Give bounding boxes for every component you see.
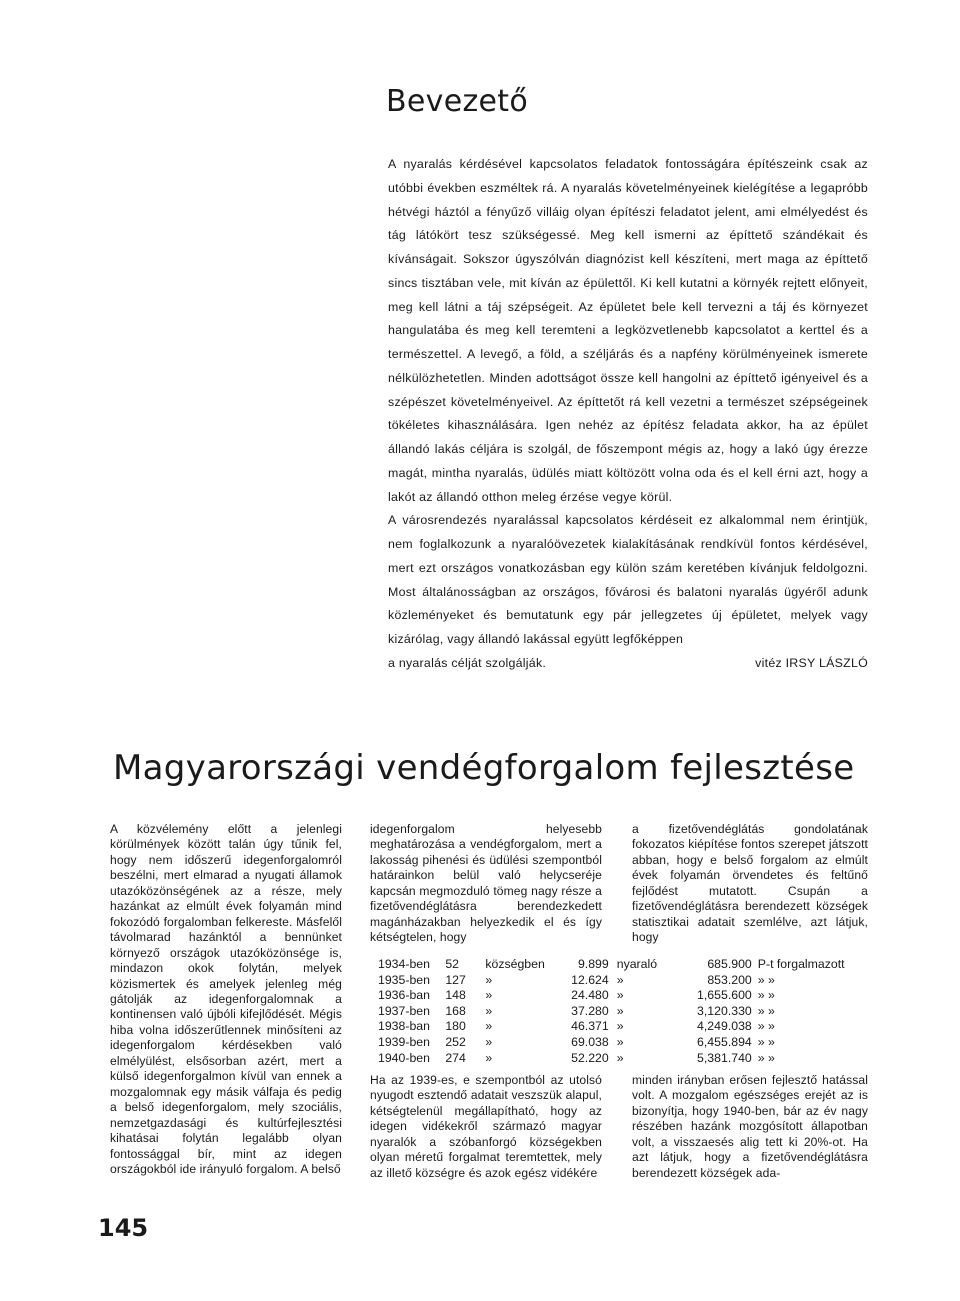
statistics-cell-label: » — [485, 1034, 493, 1049]
statistics-cell-tlabel: » » — [757, 1050, 775, 1065]
statistics-cell-traffic: 853.200 — [707, 972, 752, 987]
statistics-cell-year: 1939-ben — [378, 1034, 430, 1049]
statistics-cell-villages: 252 — [445, 1034, 466, 1049]
intro-paragraph-2: A városrendezés nyaralással kapcsolatos kérdéseit ez alkalommal nem érintjük, nem foglalkozunk a nyaralóövezetek kialakításának rendkívül fontos kérdésével, mert ezt országos vonatkozásban egy külön szám keretében kívánjuk feldolgozni. Most általánosságban az országos, fővárosi és balatoni nyaralás ügyéről adunk közleményeket és bemutatunk egy pár jellegzetes új épületet, melyek vagy kizárólag, vagy állandó lakással együtt legfőképpen — [388, 513, 868, 646]
statistics-cell-glabel: » — [616, 1003, 624, 1018]
statistics-row — [378, 988, 878, 1004]
intro-title: Bevezető — [386, 84, 528, 119]
page-number: 145 — [98, 1214, 149, 1242]
statistics-cell-glabel: » — [616, 988, 624, 1003]
intro-body — [388, 153, 868, 676]
statistics-cell-guests: 9.899 — [577, 957, 609, 971]
intro-paragraph-1: A nyaralás kérdésével kapcsolatos feladatok fontosságára építészeink csak az utóbbi években eszméltek rá. A nyaralás követelményeinek kielégítése a legapróbb hétvégi háztól a fényűző villáig olyan építészi feladatot jelent, ami elmélyedést és tág látókört tesz szükségessé. Meg kell ismerni az építtető szándékait és kívánságait. Sokszor úgyszólván diagnózist kell készíteni, mert maga az építtető sincs tisztában vele, mit kíván az épülettől. Ki kell kutatni a környék rejtett előnyeit, meg kell látni a táj szépségeit. Az épületet bele kell tervezni a táj és környezet hangulatába és meg kell teremteni a legközvetlenebb kapcsolatot a kerttel és a természettel. A levegő, a föld, a széljárás és a napfény körülményeinek ismerete nélkülözhetetlen. Minden adottságot össze kell hangolni az építtető igényeivel és a szépészet követelményeivel. Az építtetőt rá kell vezetni a természet szépségeinek tökéletes kihasználására. Igen nehéz az építész feladata akkor, ha az épület állandó lakás céljára is szolgál, de főszempont mégis az, hogy a lakó úgy érezze magát, mintha nyaralás, üdülés miatt költözött volna oda és el kell érni azt, hogy a lakót az állandó otthon meleg érzése vegye körül. — [388, 157, 868, 504]
statistics-cell-villages: 274 — [445, 1050, 466, 1065]
article-column-3: a fizetővendéglátás gondolatának fokozatos kiépítése fontos szerepet játszott abban, hogy e belső forgalom az elmúlt évek folyamán örvendetes és feltűnő fejlődést mutatott. Csupán a fizetővendéglátásra berendezett községek statisztikai adatait szemlélve, azt látjuk, hogy — [632, 822, 868, 945]
statistics-cell-label: » — [485, 1003, 493, 1018]
statistics-row — [378, 973, 878, 989]
statistics-cell-guests: 52.220 — [571, 1050, 609, 1065]
article-column-5: minden irányban erősen fejlesztő hatással volt. A mozgalom egészséges erejét az is bizonyítja, hogy 1940-ben, bár az év nagy részében hazánk mozgósított állapotban volt, a visszaesés alig tett ki 20%-ot. Ha azt látjuk, hogy a fizetővendéglátásra berendezett községek ada- — [632, 1073, 868, 1180]
intro-closing-line — [388, 652, 868, 676]
statistics-cell-year: 1940-ben — [378, 1050, 430, 1065]
statistics-cell-glabel: » — [616, 1019, 624, 1034]
statistics-cell-traffic: 685.900 — [707, 957, 752, 971]
statistics-cell-glabel: » — [616, 1050, 624, 1065]
statistics-cell-year: 1938-ban — [378, 1019, 430, 1034]
statistics-cell-label: » — [485, 972, 493, 987]
statistics-cell-tlabel: » » — [757, 988, 775, 1003]
statistics-cell-guests: 37.280 — [571, 1003, 609, 1018]
statistics-row — [378, 1019, 878, 1035]
statistics-cell-label: » — [485, 1019, 493, 1034]
statistics-table — [378, 957, 878, 1066]
statistics-cell-tlabel: » » — [757, 1034, 775, 1049]
statistics-cell-label: » — [485, 988, 493, 1003]
statistics-cell-glabel: » — [616, 972, 624, 987]
statistics-cell-traffic: 5,381.740 — [697, 1050, 752, 1065]
statistics-cell-guests: 24.480 — [571, 988, 609, 1003]
statistics-cell-year: 1935-ben — [378, 972, 430, 987]
statistics-cell-label: » — [485, 1050, 493, 1065]
statistics-row — [378, 1035, 878, 1051]
statistics-cell-tlabel: » » — [757, 1019, 775, 1034]
statistics-cell-traffic: 3,120.330 — [697, 1003, 752, 1018]
statistics-row — [378, 1004, 878, 1020]
statistics-cell-villages: 127 — [445, 972, 466, 987]
article-column-4: Ha az 1939-es, e szempontból az utolsó nyugodt esztendő adatait veszszük alapul, kétségtelenül megállapítható, hogy az idegen vidékekről származó magyar nyaralók a szóbanforgó községekben olyan méretű forgalmat teremtettek, mely az illető községre és azok egész vidékére — [370, 1073, 602, 1180]
statistics-cell-villages: 168 — [445, 1003, 466, 1018]
statistics-cell-tlabel: P-t forgalmazott — [757, 957, 845, 971]
statistics-cell-traffic: 1,655.600 — [697, 988, 752, 1003]
article-column-1: A közvélemény előtt a jelenlegi körülmények között talán úgy tűnik fel, hogy nem időszerű idegenforgalomról beszélni, mert elmarad a nyugati államok utazóközönségének az a része, mely hazánkat az elmúlt évek folyamán mind fokozódó forgalomban felkereste. Másfelől távolmarad hazánktól a bennünket környező országok utazóközönsége is, mindazon okok folytán, melyek közismertek és amelyek jelenleg még gátolják az idegenforgalomnak a kontinensen való újbóli kifejlődését. Mégis hiba volna időszerűtlennek minősíteni az idegenforgalom kérdésekben való elmélyülést, elsősorban azért, mert a külső idegenforgalmon kívül van ennek a mozgalomnak egy másik válfaja és pedig a belső idegenforgalom, mely szociális, nemzetgazdasági és kultúrfejlesztési kihatásai folytán legalább olyan fontossággal bír, mint az idegen országokból ide irányuló forgalom. A belső — [110, 822, 342, 1176]
statistics-cell-traffic: 4,249.038 — [697, 1019, 752, 1034]
statistics-row — [378, 1051, 878, 1067]
statistics-cell-year: 1936-ban — [378, 988, 430, 1003]
statistics-cell-villages: 148 — [445, 988, 466, 1003]
statistics-cell-year: 1937-ben — [378, 1003, 430, 1018]
article-column-2: idegenforgalom helyesebb meghatározása a vendégforgalom, mert a lakosság pihenési és üdülési szempontból határainkon belül való helycseréje kapcsán megmozduló tömeg nagy része a fizetővendéglátásra berendezkedett magánházakban helyezkedik el és így kétségtelen, hogy — [370, 822, 602, 945]
article-title: Magyarországi vendégforgalom fejlesztése — [113, 748, 855, 788]
statistics-cell-villages: 180 — [445, 1019, 466, 1034]
statistics-row — [378, 957, 878, 973]
statistics-cell-label: községben — [485, 957, 545, 971]
intro-last-line: a nyaralás célját szolgálják. — [388, 655, 547, 670]
statistics-cell-guests: 12.624 — [571, 972, 609, 987]
statistics-cell-guests: 46.371 — [571, 1019, 609, 1034]
statistics-cell-tlabel: » » — [757, 972, 775, 987]
statistics-cell-guests: 69.038 — [571, 1034, 609, 1049]
statistics-cell-year: 1934-ben — [378, 957, 430, 971]
statistics-cell-traffic: 6,455.894 — [697, 1034, 752, 1049]
statistics-cell-tlabel: » » — [757, 1003, 775, 1018]
statistics-cell-glabel: » — [616, 1034, 624, 1049]
statistics-cell-glabel: nyaraló — [616, 957, 658, 971]
author-signature: vitéz IRSY LÁSZLÓ — [755, 655, 868, 670]
statistics-cell-villages: 52 — [445, 957, 460, 971]
